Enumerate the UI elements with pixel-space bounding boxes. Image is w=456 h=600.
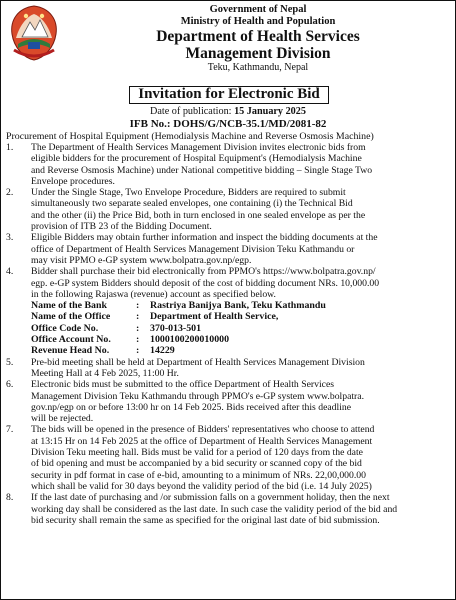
item-line: eligible bidders for the procurement of Hospital Equipment's (Hemodialysis Machine <box>31 153 362 165</box>
bank-colon: : <box>136 345 140 357</box>
department-name-line1: Department of Health Services <box>156 28 360 45</box>
item-line: simultaneously two separate sealed envelopes, one containing (i) the Technical Bid <box>31 198 353 210</box>
bank-colon: : <box>136 311 140 323</box>
ministry-name: Ministry of Health and Population <box>180 16 336 27</box>
item-line: which shall be valid for 30 days beyond the validity period of the bid (i.e. 14 July 2025) <box>31 480 372 492</box>
publication-date-line <box>1 106 455 118</box>
item-line: in the following Rajaswa (revenue) account as specified below. <box>31 288 276 300</box>
list-item <box>1 492 456 526</box>
procurement-subject: Procurement of Hospital Equipment (Hemodialysis Machine and Reverse Osmosis Machine) <box>6 131 374 142</box>
notice-title: Invitation for Electronic Bid <box>129 86 329 104</box>
item-line: The bids will be opened in the presence of Bidders' representatives who choose to attend <box>31 424 375 436</box>
list-item <box>1 142 456 187</box>
item-line: may visit PPMO e-GP system www.bolpatra.gov.np/egp. <box>31 254 252 266</box>
bank-row <box>31 345 456 356</box>
bank-row <box>31 311 456 322</box>
item-number: 2. <box>6 187 14 199</box>
item-line: Eligible Bidders may obtain further information and inspect the bidding documents at the <box>31 232 378 244</box>
bank-colon: : <box>136 300 140 312</box>
item-line: of bid opening and must be accompanied by a bid security or scanned copy of the bid <box>31 458 362 470</box>
government-name: Government of Nepal <box>209 4 307 15</box>
bank-row <box>31 334 456 345</box>
item-number: 1. <box>6 142 14 153</box>
item-line: egp. e-GP system Bidders should deposit of the cost of bidding document NRs. 10,000.00 <box>31 277 380 289</box>
item-number: 5. <box>6 356 14 368</box>
item-line: and the other (ii) the Price Bid, both in turn enclosed in one sealed envelope as per the <box>31 209 366 221</box>
item-line: at 13:15 Hr on 14 Feb 2025 at the office of Department of Health Services Management <box>31 435 373 447</box>
item-line: Bidder shall purchase their bid electronically from PPMO's https://www.bolpatra.gov.np/ <box>31 266 376 278</box>
government-emblem-icon <box>6 4 62 62</box>
item-line: The Department of Health Services Management Division invites electronic bids from <box>31 142 366 153</box>
bank-row <box>31 300 456 311</box>
item-number: 3. <box>6 232 14 244</box>
list-item <box>1 266 456 300</box>
list-item <box>1 379 456 424</box>
item-line: Under the Single Stage, Two Envelope Procedure, Bidders are required to submit <box>31 187 346 199</box>
item-line: If the last date of purchasing and /or submission falls on a government holiday, then the next <box>31 492 390 504</box>
item-line: Management Division Teku Kathmandu through PPMO's e-GP system www.bolpatra. <box>31 390 365 402</box>
bank-key: Office Account No. <box>31 334 111 346</box>
address: Teku, Kathmandu, Nepal <box>207 62 309 73</box>
item-line: Meeting Hall at 4 Feb 2025, 11:00 Hr. <box>31 367 179 379</box>
item-number: 8. <box>6 492 14 504</box>
bank-value: Rastriya Banijya Bank, Teku Kathmandu <box>150 300 326 312</box>
department-name-line2: Management Division <box>185 45 331 62</box>
list-item <box>1 187 456 232</box>
item-line: Division Teku meeting hall. Bids must be valid for a period of 120 days from the date <box>31 447 363 459</box>
item-number: 6. <box>6 379 14 391</box>
item-line: Electronic bids must be submitted to the office Department of Health Services <box>31 379 335 391</box>
item-line: office of Department of Health Services Management Division Teku Kathmandu or <box>31 243 355 255</box>
bank-value: 1000100200010000 <box>150 334 229 346</box>
item-line: Pre-bid meeting shall be held at Department of Health Services Management Division <box>31 356 365 368</box>
list-item <box>1 357 456 380</box>
bank-row <box>31 323 456 334</box>
list-item <box>1 424 456 492</box>
item-number: 7. <box>6 424 14 436</box>
item-line: provision of ITB 23 of the Bidding Document. <box>31 221 212 233</box>
item-line: working day shall be considered as the last date. In such case the validity period of the bid and <box>31 503 398 515</box>
bank-details <box>31 300 456 356</box>
publication-date: 15 January 2025 <box>234 106 306 117</box>
item-line: bid security shall remain the same as specified for the original last date of bid submission. <box>31 514 380 526</box>
item-number: 4. <box>6 266 14 278</box>
bank-colon: : <box>136 334 140 346</box>
terms-list <box>1 142 456 526</box>
bank-key: Office Code No. <box>31 322 99 334</box>
bank-key: Name of the Office <box>31 311 111 323</box>
item-line: gov.np/egp on or before 13:00 hr on 14 Feb 2025. Bids received after this deadline <box>31 401 352 413</box>
item-line: security in pdf format in case of e-bid, amounting to a minimum of NRs. 22,00,000.00 <box>31 469 366 481</box>
bank-colon: : <box>136 322 140 334</box>
item-line: will be rejected. <box>31 413 94 425</box>
list-item <box>1 232 456 266</box>
bank-key: Name of the Bank <box>31 300 107 312</box>
bank-value: Department of Health Service, <box>150 311 279 323</box>
ifb-number: IFB No.: DOHS/G/NCB-35.1/MD/2081-82 <box>129 118 327 130</box>
item-line: and Reverse Osmosis Machine) under National competitive bidding – Single Stage Two <box>31 164 373 176</box>
bank-value: 370-013-501 <box>150 322 202 334</box>
publication-label: Date of publication: <box>150 106 232 117</box>
letterhead <box>61 4 455 74</box>
bank-key: Revenue Head No. <box>31 345 110 357</box>
item-line: Envelope procedures. <box>31 175 115 187</box>
bank-value: 14229 <box>150 345 175 357</box>
